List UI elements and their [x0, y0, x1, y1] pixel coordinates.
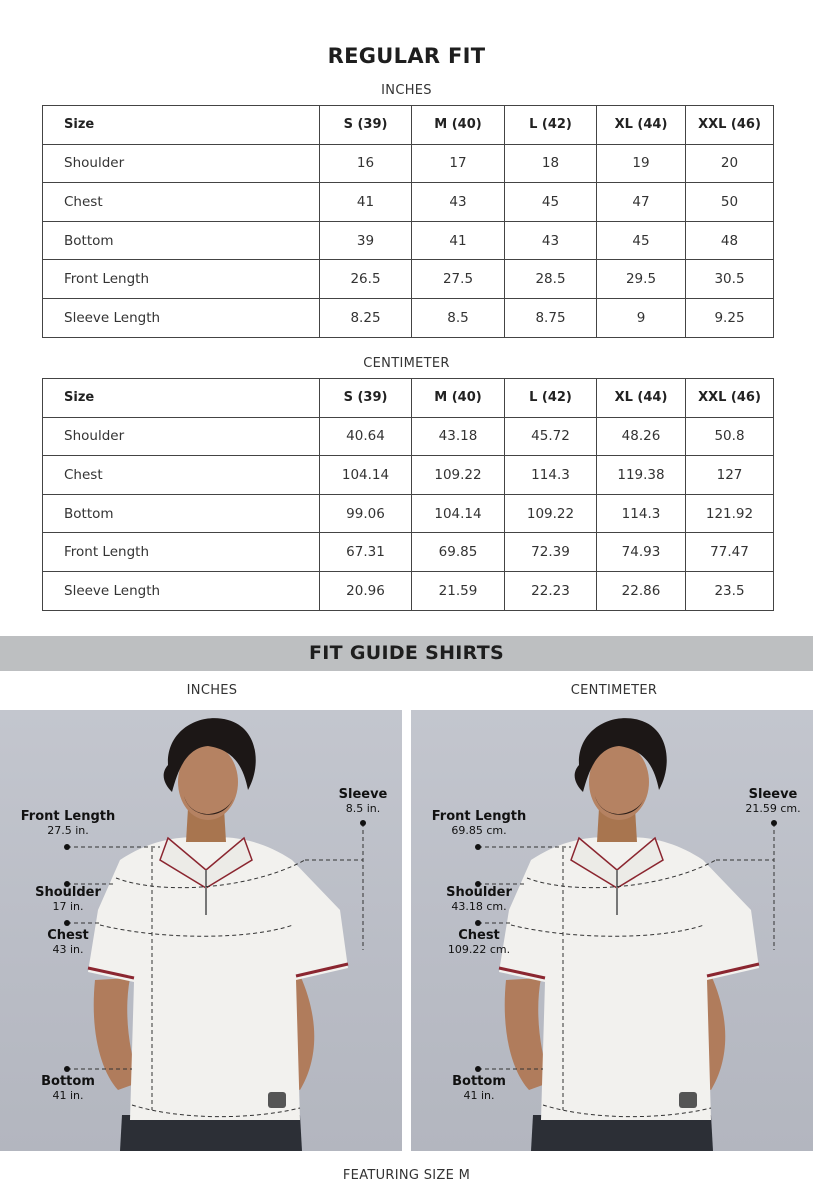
table-cell: 48.26	[597, 417, 686, 456]
header-cell: L (42)	[505, 106, 597, 145]
measure-name: Front Length	[431, 809, 527, 824]
table-header-row	[43, 379, 774, 418]
row-label-cell: Sleeve Length	[43, 298, 320, 337]
table-cell: 9	[597, 298, 686, 337]
row-label-cell: Chest	[43, 456, 320, 495]
measure-sleeve	[325, 788, 401, 816]
table-cell: 17	[412, 144, 505, 183]
table-cell: 41	[412, 221, 505, 260]
table-row	[43, 298, 774, 337]
header-cell: Size	[43, 106, 320, 145]
table-cell: 114.3	[505, 456, 597, 495]
centimeter-table-label: CENTIMETER	[363, 356, 450, 371]
table-cell: 43	[505, 221, 597, 260]
table-cell: 104.14	[320, 456, 412, 495]
table-row	[43, 183, 774, 222]
header-cell: S (39)	[320, 379, 412, 418]
measure-shoulder	[28, 886, 108, 914]
measure-value: 109.22 cm.	[447, 943, 511, 956]
measure-value: 43.18 cm.	[451, 900, 507, 913]
fit-guide-centimeter-label: CENTIMETER	[570, 683, 658, 698]
header-cell: XXL (46)	[686, 379, 774, 418]
table-cell: 9.25	[686, 298, 774, 337]
table-row	[43, 571, 774, 610]
measure-value: 27.5 in.	[47, 824, 89, 837]
measure-shoulder	[439, 886, 519, 914]
measure-sleeve	[733, 788, 813, 816]
header-cell: S (39)	[320, 106, 412, 145]
table-cell: 22.23	[505, 571, 597, 610]
centimeter-size-table	[42, 378, 774, 611]
fit-guide-banner: FIT GUIDE SHIRTS	[0, 636, 813, 671]
table-cell: 72.39	[505, 533, 597, 572]
table-cell: 114.3	[597, 494, 686, 533]
measure-front-length	[18, 810, 118, 838]
row-label-cell: Shoulder	[43, 144, 320, 183]
table-cell: 77.47	[686, 533, 774, 572]
table-cell: 45	[505, 183, 597, 222]
table-row	[43, 456, 774, 495]
table-cell: 50	[686, 183, 774, 222]
measure-front-length	[429, 810, 529, 838]
measure-value: 8.5 in.	[345, 802, 381, 815]
table-row	[43, 533, 774, 572]
table-cell: 47	[597, 183, 686, 222]
table-cell: 67.31	[320, 533, 412, 572]
table-row	[43, 221, 774, 260]
table-cell: 41	[320, 183, 412, 222]
row-label-cell: Chest	[43, 183, 320, 222]
table-cell: 20.96	[320, 571, 412, 610]
table-cell: 109.22	[412, 456, 505, 495]
measure-bottom	[439, 1075, 519, 1103]
table-cell: 121.92	[686, 494, 774, 533]
model-photo-centimeter	[411, 710, 813, 1151]
header-cell: XL (44)	[597, 106, 686, 145]
table-cell: 26.5	[320, 260, 412, 299]
table-row	[43, 144, 774, 183]
header-cell: XL (44)	[597, 379, 686, 418]
page-title: REGULAR FIT	[327, 44, 486, 68]
table-cell: 40.64	[320, 417, 412, 456]
inches-table-label: INCHES	[381, 83, 432, 98]
table-header-row	[43, 106, 774, 145]
table-cell: 8.5	[412, 298, 505, 337]
measure-name: Sleeve	[338, 787, 388, 802]
header-cell: XXL (46)	[686, 106, 774, 145]
table-cell: 29.5	[597, 260, 686, 299]
table-cell: 119.38	[597, 456, 686, 495]
table-cell: 19	[597, 144, 686, 183]
fit-guide-inches-label: INCHES	[186, 683, 238, 698]
table-cell: 127	[686, 456, 774, 495]
table-cell: 43	[412, 183, 505, 222]
table-cell: 74.93	[597, 533, 686, 572]
table-row	[43, 260, 774, 299]
table-cell: 21.59	[412, 571, 505, 610]
measure-name: Front Length	[20, 809, 116, 824]
measure-name: Bottom	[41, 1074, 95, 1089]
row-label-cell: Front Length	[43, 260, 320, 299]
measure-value: 21.59 cm.	[745, 802, 801, 815]
measure-chest	[439, 929, 519, 957]
header-cell: M (40)	[412, 106, 505, 145]
row-label-cell: Sleeve Length	[43, 571, 320, 610]
row-label-cell: Bottom	[43, 494, 320, 533]
measure-value: 17 in.	[52, 900, 84, 913]
measure-value: 69.85 cm.	[451, 824, 507, 837]
measure-name: Sleeve	[748, 787, 798, 802]
table-cell: 39	[320, 221, 412, 260]
table-cell: 50.8	[686, 417, 774, 456]
table-cell: 23.5	[686, 571, 774, 610]
measure-bottom	[28, 1075, 108, 1103]
header-cell: Size	[43, 379, 320, 418]
row-label-cell: Front Length	[43, 533, 320, 572]
table-cell: 43.18	[412, 417, 505, 456]
table-cell: 48	[686, 221, 774, 260]
table-cell: 99.06	[320, 494, 412, 533]
table-cell: 8.25	[320, 298, 412, 337]
measure-name: Shoulder	[35, 885, 101, 900]
table-cell: 104.14	[412, 494, 505, 533]
measure-value: 43 in.	[52, 943, 84, 956]
table-cell: 45.72	[505, 417, 597, 456]
header-cell: M (40)	[412, 379, 505, 418]
measure-value: 41 in.	[52, 1089, 84, 1102]
table-row	[43, 417, 774, 456]
table-cell: 109.22	[505, 494, 597, 533]
header-cell: L (42)	[505, 379, 597, 418]
measure-name: Shoulder	[446, 885, 512, 900]
table-cell: 69.85	[412, 533, 505, 572]
table-row	[43, 494, 774, 533]
model-photo-inches	[0, 710, 402, 1151]
inches-size-table	[42, 105, 774, 338]
featuring-size-caption: FEATURING SIZE M	[342, 1168, 471, 1183]
measure-name: Bottom	[452, 1074, 506, 1089]
table-cell: 22.86	[597, 571, 686, 610]
table-cell: 16	[320, 144, 412, 183]
table-cell: 20	[686, 144, 774, 183]
table-cell: 28.5	[505, 260, 597, 299]
table-cell: 45	[597, 221, 686, 260]
row-label-cell: Shoulder	[43, 417, 320, 456]
table-cell: 30.5	[686, 260, 774, 299]
measure-chest	[28, 929, 108, 957]
measure-name: Chest	[47, 928, 89, 943]
table-cell: 8.75	[505, 298, 597, 337]
measure-name: Chest	[458, 928, 500, 943]
measure-value: 41 in.	[463, 1089, 495, 1102]
table-cell: 18	[505, 144, 597, 183]
table-cell: 27.5	[412, 260, 505, 299]
row-label-cell: Bottom	[43, 221, 320, 260]
